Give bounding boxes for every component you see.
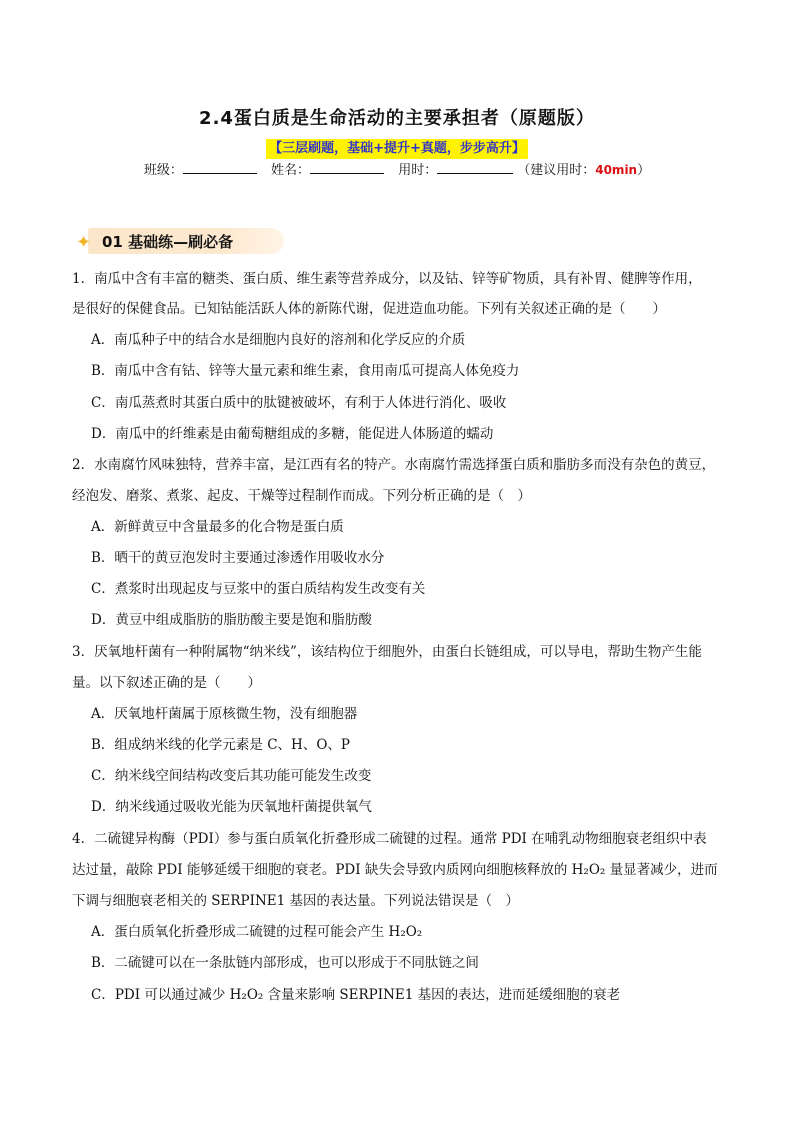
question-1-option-b[interactable]: B．南瓜中含有钴、锌等大量元素和维生素，食用南瓜可提高人体免疫力 [91, 363, 520, 379]
question-3-option-c[interactable]: C．纳米线空间结构改变后其功能可能发生改变 [91, 768, 372, 784]
question-3-option-d[interactable]: D．纳米线通过吸收光能为厌氧地杆菌提供氧气 [91, 799, 372, 815]
class-label: 班级： [143, 163, 183, 178]
question-3-option-b[interactable]: B．组成纳米线的化学元素是 C、H、O、P [91, 737, 350, 753]
question-1-option-c[interactable]: C．南瓜蒸煮时其蛋白质中的肽键被破坏，有利于人体进行消化、吸收 [91, 395, 507, 411]
question-2-line-1: 2．水南腐竹风味独特，营养丰富，是江西有名的特产。水南腐竹需选择蛋白质和脂肪多而没有杂色的黄豆， [72, 457, 716, 473]
star-icon: ✦ [76, 232, 92, 253]
page-title: 2.4蛋白质是生命活动的主要承担者（原题版） [199, 108, 595, 129]
question-4-line-3: 下调与细胞衰老相关的 SERPINE1 基因的表达量。下列说法错误是（ ） [72, 893, 520, 909]
question-3-option-a[interactable]: A．厌氧地杆菌属于原核微生物，没有细胞器 [91, 706, 358, 722]
question-2-line-2: 经泡发、磨浆、煮浆、起皮、干燥等过程制作而成。下列分析正确的是（ ） [72, 488, 531, 504]
subtitle-banner: 【三层刷题，基础+提升+真题，步步高升】 [266, 139, 528, 159]
class-field[interactable] [183, 159, 257, 174]
question-1-option-a[interactable]: A．南瓜种子中的结合水是细胞内良好的溶剂和化学反应的介质 [91, 332, 466, 348]
question-4-line-2: 达过量，敲除 PDI 能够延缓干细胞的衰老。PDI 缺失会导致内质网向细胞核释放的 H₂O₂ 量显著减少，进而 [72, 862, 718, 878]
section-label: 01 基础练—刷必备 [102, 233, 234, 251]
student-info-row [0, 159, 794, 178]
question-4-option-a[interactable]: A．蛋白质氧化折叠形成二硫键的过程可能会产生 H₂O₂ [91, 924, 423, 940]
suggest-suffix: ） [637, 163, 651, 178]
banner-wrap [0, 137, 794, 159]
question-3-line-2: 量。以下叙述正确的是（ ） [72, 675, 261, 691]
name-label: 姓名： [271, 163, 311, 178]
section-header [76, 226, 286, 256]
suggest-prefix: （建议用时： [517, 163, 596, 178]
question-2-option-b[interactable]: B．晒干的黄豆泡发时主要通过渗透作用吸收水分 [91, 550, 385, 566]
question-2-option-a[interactable]: A．新鲜黄豆中含量最多的化合物是蛋白质 [91, 519, 344, 535]
time-label: 用时： [398, 163, 438, 178]
question-2-option-d[interactable]: D．黄豆中组成脂肪的脂肪酸主要是饱和脂肪酸 [91, 612, 372, 628]
question-1-line-2: 是很好的保健食品。已知钴能活跃人体的新陈代谢，促进造血功能。下列有关叙述正确的是（ ） [72, 301, 666, 317]
question-4-line-1: 4．二硫键异构酶（PDI）参与蛋白质氧化折叠形成二硫键的过程。通常 PDI 在哺乳动物细胞衰老组织中表 [72, 831, 707, 847]
name-field[interactable] [310, 159, 384, 174]
time-field[interactable] [437, 159, 513, 174]
question-4-option-c[interactable]: C．PDI 可以通过减少 H₂O₂ 含量来影响 SERPINE1 基因的表达，进而延缓细胞的衰老 [91, 987, 621, 1003]
question-1-line-1: 1．南瓜中含有丰富的糖类、蛋白质、维生素等营养成分，以及钴、锌等矿物质，具有补胃、健脾等作用， [72, 271, 702, 287]
question-2-option-c[interactable]: C．煮浆时出现起皮与豆浆中的蛋白质结构发生改变有关 [91, 581, 426, 597]
question-3-line-1: 3．厌氧地杆菌有一种附属物“纳米线”，该结构位于细胞外，由蛋白长链组成，可以导电，帮助生物产生能 [72, 644, 702, 660]
question-1-option-d[interactable]: D．南瓜中的纤维素是由葡萄糖组成的多糖，能促进人体肠道的蠕动 [91, 426, 494, 442]
question-4-option-b[interactable]: B．二硫键可以在一条肽链内部形成，也可以形成于不同肽链之间 [91, 955, 479, 971]
suggested-time: 40min [595, 163, 638, 177]
